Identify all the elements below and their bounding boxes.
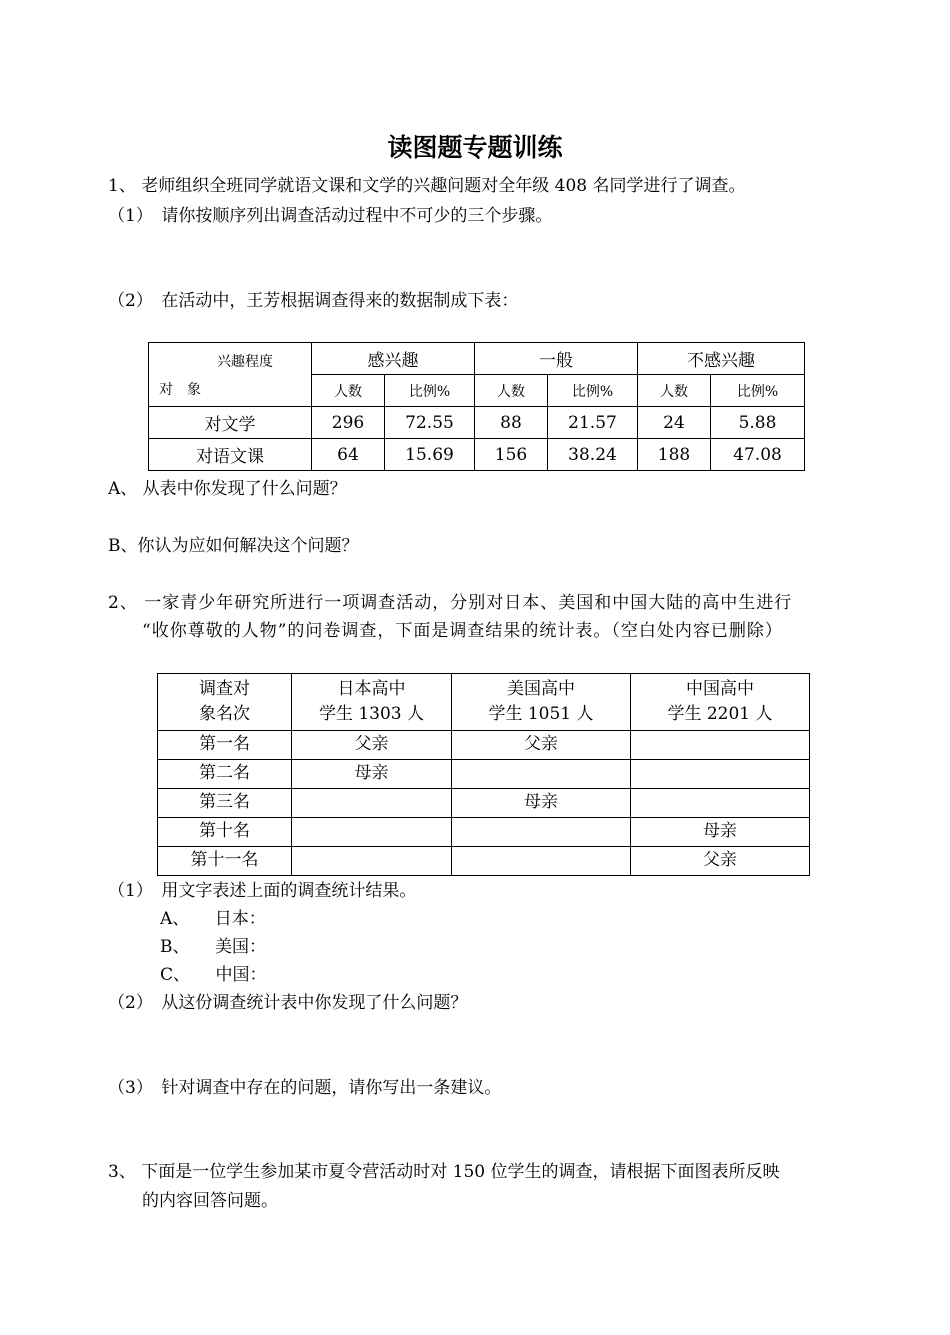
table-cell [452,760,631,789]
q1-question-a: A、 从表中你发现了什么问题？ [108,479,347,499]
table-cell: 父亲 [452,731,631,760]
table-cell: 64 [312,439,385,471]
table-cell: 母亲 [452,789,631,818]
table-cell [452,818,631,847]
table-cell: 72.55 [385,407,475,439]
q3-stem-line2: 的内容回答问题。 [142,1191,278,1211]
subheader: 比例% [711,375,805,407]
table-cell: 24 [638,407,711,439]
table-cell: 母亲 [631,818,810,847]
subheader: 人数 [475,375,548,407]
table-cell: 296 [312,407,385,439]
subheader: 人数 [312,375,385,407]
table-header-row [158,674,810,731]
header-line: 学生 1303 人 [318,704,425,724]
corner-top-label: 兴趣程度 [217,354,273,370]
table-row [158,760,810,789]
table-cell: 15.69 [385,439,475,471]
respect-survey-table [157,673,810,876]
rank-cell: 第二名 [158,760,292,789]
subheader: 比例% [548,375,638,407]
row-label: 对文学 [149,407,312,439]
rank-cell: 第十名 [158,818,292,847]
table-cell: 156 [475,439,548,471]
table-cell [631,731,810,760]
q2-part2: （2） 从这份调查统计表中你发现了什么问题？ [108,993,468,1013]
q3-stem-line1: 3、 下面是一位学生参加某市夏令营活动时对 150 位学生的调查，请根据下面图表所反映 [108,1162,780,1182]
header-line: 学生 2201 人 [667,704,773,724]
header-line: 美国高中 [507,678,575,699]
table-cell: 188 [638,439,711,471]
table-row [158,847,810,876]
table-row [158,789,810,818]
q1-part1: （1） 请你按顺序列出调查活动过程中不可少的三个步骤。 [108,206,553,226]
page-title: 读图题专题训练 [387,133,563,162]
header-line: 中国高中 [686,678,754,699]
header-cell [631,674,810,731]
q1-part2: （2） 在活动中，王芳根据调查得来的数据制成下表： [108,291,519,311]
table-cell [292,818,452,847]
q2-part1: （1） 用文字表述上面的调查统计结果。 [108,881,417,901]
table-cell: 母亲 [292,760,452,789]
header-line: 学生 1051 人 [488,704,594,724]
corner-bottom-label: 对 象 [159,382,201,398]
q2-part3: （3） 针对调查中存在的问题，请你写出一条建议。 [108,1078,502,1098]
header-line: 象名次 [199,704,250,724]
table-cell [292,847,452,876]
rank-cell: 第一名 [158,731,292,760]
rank-cell: 第三名 [158,789,292,818]
table-row [149,407,805,439]
header-line: 日本高中 [337,678,406,699]
table-cell [292,789,452,818]
table-cell [631,760,810,789]
header-cell [158,674,292,731]
table-cell: 21.57 [548,407,638,439]
table-corner-cell [149,343,312,407]
q2-item-japan: A、 日本： [160,909,266,929]
q1-stem: 1、 老师组织全班同学就语文课和文学的兴趣问题对全年级 408 名同学进行了调查。 [108,176,746,196]
group-header: 感兴趣 [312,343,475,375]
table-row [149,439,805,471]
header-cell [452,674,631,731]
q2-stem-line1: 2、 一家青少年研究所进行一项调查活动，分别对日本、美国和中国大陆的高中生进行 [108,593,793,613]
q2-stem-line2: “收你尊敬的人物”的问卷调查，下面是调查结果的统计表。（空白处内容已删除） [142,621,783,641]
table-cell [631,789,810,818]
subheader: 人数 [638,375,711,407]
q2-item-usa: B、 美国： [160,937,266,957]
table-cell: 88 [475,407,548,439]
q2-item-china: C、 中国： [160,965,267,985]
table-row [158,731,810,760]
group-header: 一般 [475,343,638,375]
subheader: 比例% [385,375,475,407]
q1-question-b: B、你认为应如何解决这个问题？ [108,536,359,556]
group-header: 不感兴趣 [638,343,805,375]
rank-cell: 第十一名 [158,847,292,876]
row-label: 对语文课 [149,439,312,471]
interest-table [148,342,805,471]
table-cell [452,847,631,876]
table-cell: 父亲 [631,847,810,876]
table-cell: 5.88 [711,407,805,439]
header-cell [292,674,452,731]
table-cell: 47.08 [711,439,805,471]
table-cell: 父亲 [292,731,452,760]
header-line: 调查对 [199,678,250,699]
table-row [158,818,810,847]
table-cell: 38.24 [548,439,638,471]
